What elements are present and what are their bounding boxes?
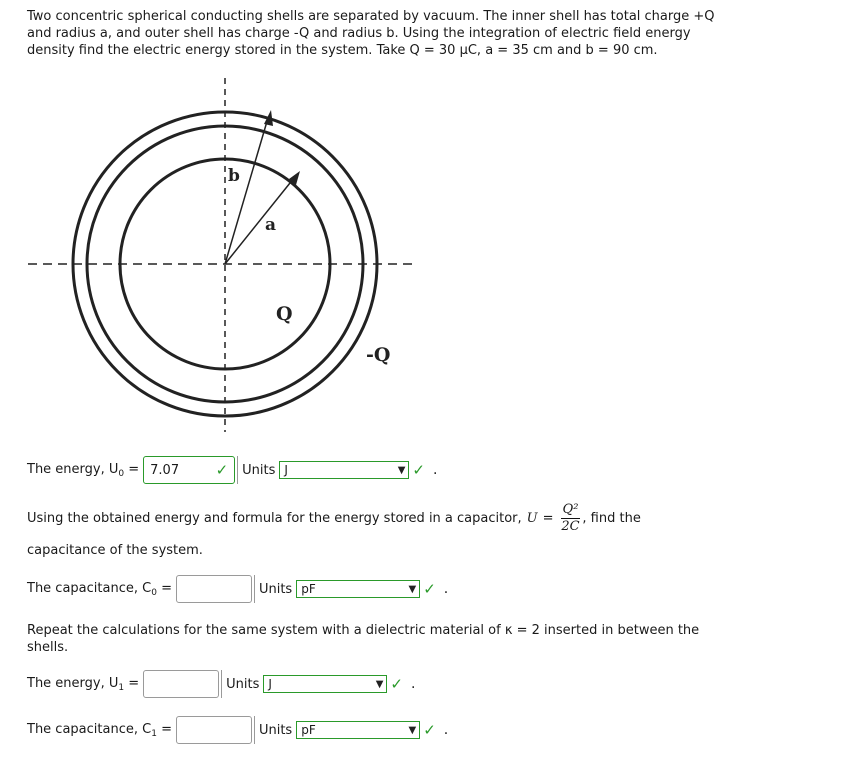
chevron-down-icon: ▼ <box>397 464 406 476</box>
chevron-down-icon: ▼ <box>408 724 417 736</box>
cap1-units-select[interactable] <box>296 721 420 739</box>
problem-line-1: Two concentric spherical conducting shells are separated by vacuum. The inner shell has total charge +Q <box>27 9 715 24</box>
energy1-units <box>221 670 415 698</box>
period: . <box>432 462 438 478</box>
cap0-label: The capacitance, $C_0$ = <box>27 580 172 598</box>
label-b: b <box>228 166 240 186</box>
cap1-units-value: pF <box>301 723 316 737</box>
math-U: U <box>526 511 538 526</box>
math-eq: = <box>542 511 554 526</box>
cap1-row <box>27 716 448 744</box>
period: . <box>443 722 449 738</box>
capacitor-text-before: Using the obtained energy and formula for the energy stored in a capacitor, <box>27 511 522 526</box>
energy0-row <box>27 456 437 484</box>
energy0-units-select[interactable] <box>279 461 409 479</box>
problem-line-3: density find the electric energy stored in the system. Take Q = 30 μC, a = 35 cm and b = 90 cm. <box>27 43 658 58</box>
energy0-input[interactable] <box>143 456 235 484</box>
energy-formula-fraction <box>561 502 581 535</box>
energy1-label: The energy, $U_1$ = <box>27 675 140 693</box>
radius-b-line <box>225 118 268 264</box>
chevron-down-icon: ▼ <box>375 678 384 690</box>
cap1-label: The capacitance, $C_1$ = <box>27 721 172 739</box>
cap1-input[interactable] <box>176 716 252 744</box>
check-icon: ✓ <box>423 720 436 739</box>
check-icon: ✓ <box>215 460 229 479</box>
units-label: Units <box>258 722 293 738</box>
energy0-units-value: J <box>284 463 288 477</box>
capacitor-text-line2: capacitance of the system. <box>27 543 203 558</box>
cap0-row <box>27 575 448 603</box>
chevron-down-icon: ▼ <box>408 583 417 595</box>
repeat-instruction <box>27 622 699 656</box>
check-icon: ✓ <box>423 579 436 598</box>
period: . <box>410 676 416 692</box>
radius-a-line <box>225 178 294 264</box>
period: . <box>443 581 449 597</box>
units-label: Units <box>242 462 276 478</box>
repeat-line-1: Repeat the calculations for the same system with a dielectric material of κ = 2 inserted in between the <box>27 623 700 638</box>
capacitor-instruction <box>27 502 641 535</box>
units-label: Units <box>258 581 293 597</box>
energy0-value: 7.07 <box>150 462 180 478</box>
repeat-line-2: shells. <box>27 640 69 655</box>
formula-denominator: 2C <box>561 519 580 534</box>
energy1-row <box>27 670 415 698</box>
energy0-units <box>237 456 437 484</box>
check-icon: ✓ <box>412 460 425 479</box>
label-negQ: -Q <box>366 344 391 366</box>
cap0-input[interactable] <box>176 575 252 603</box>
formula-numerator: Q² <box>562 502 579 517</box>
energy1-input[interactable] <box>143 670 219 698</box>
label-Q: Q <box>276 303 293 325</box>
energy0-label: The energy, $U_0$ = <box>27 461 140 479</box>
capacitor-text-after: , find the <box>582 511 641 526</box>
cap1-units <box>254 716 448 744</box>
cap0-units <box>254 575 448 603</box>
check-icon: ✓ <box>390 674 403 693</box>
cap0-units-select[interactable] <box>296 580 420 598</box>
energy1-units-value: J <box>268 677 272 691</box>
units-label: Units <box>226 676 260 692</box>
cap0-units-value: pF <box>301 582 316 596</box>
energy1-units-select[interactable] <box>263 675 387 693</box>
problem-line-2: and radius a, and outer shell has charge -Q and radius b. Using the integration of electric field energy <box>27 26 691 41</box>
label-a: a <box>265 215 277 235</box>
